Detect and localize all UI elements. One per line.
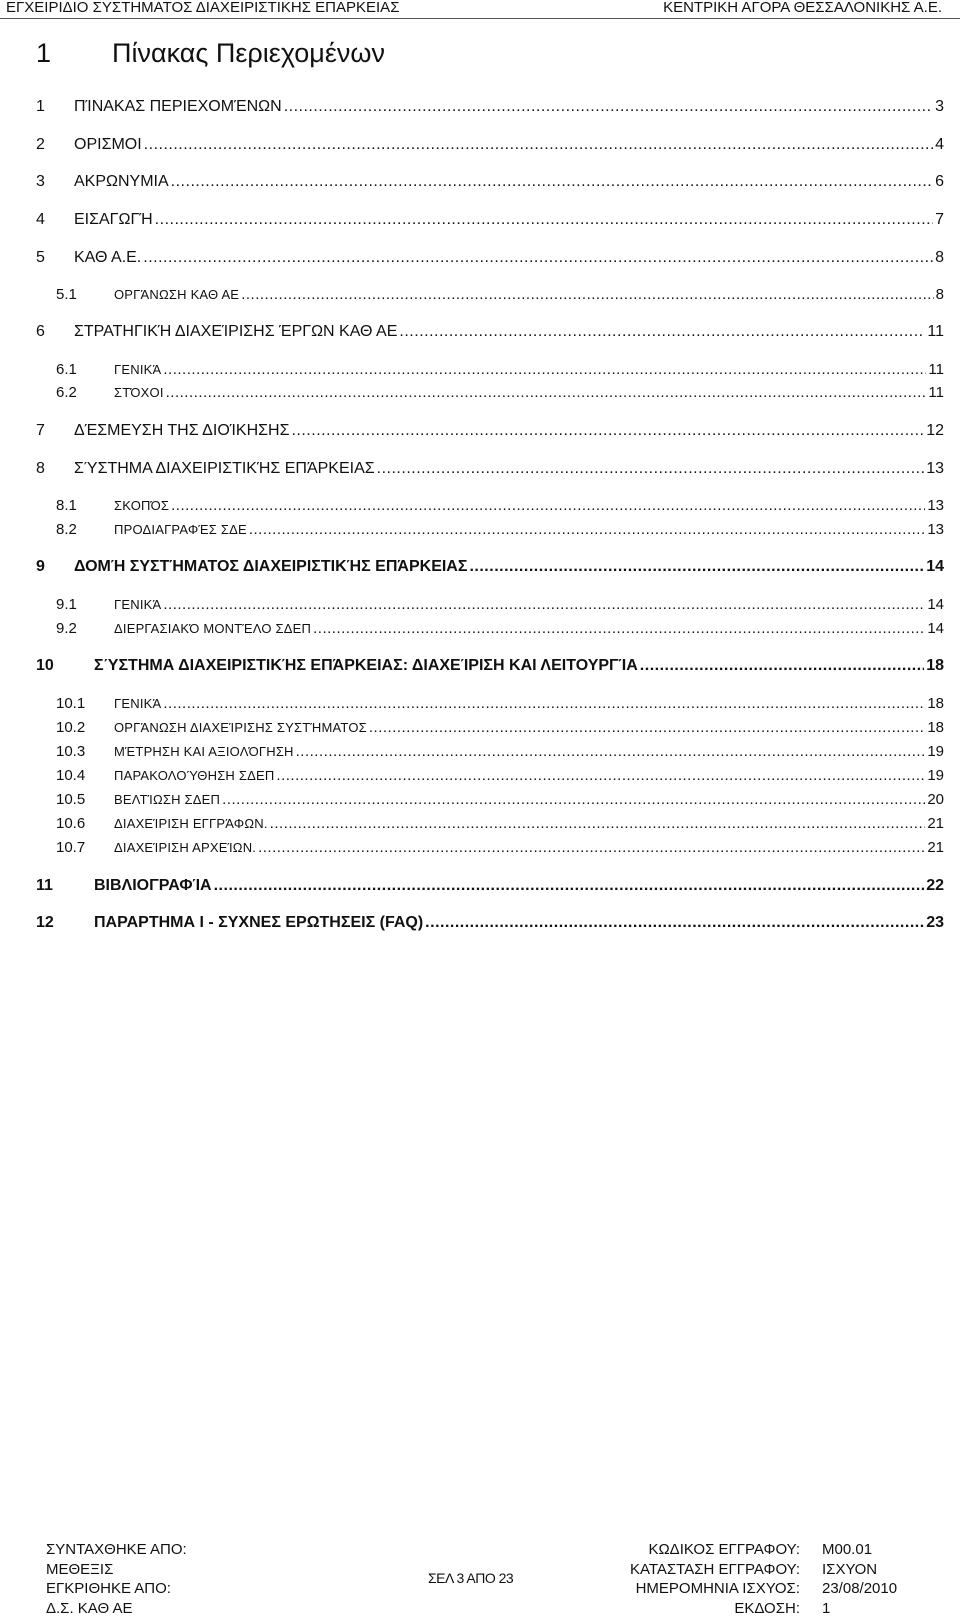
document-footer (0, 1540, 960, 1623)
toc-page-number: 14 (927, 596, 944, 613)
toc-leader (291, 422, 924, 440)
toc-page-number: 8 (935, 286, 944, 303)
toc-subentry[interactable]: 10.2 ΟΡΓΆΝΩΣΗ ΔΙΑΧΕΊΡΙΣΗΣ ΣΥΣΤΉΜΑΤΟΣ ..... 18 (56, 719, 944, 736)
toc-subentry[interactable]: 10.1 ΓΕΝΙΚΆ ..... 18 (56, 695, 944, 712)
toc-entry[interactable]: 2 ΟΡΙΣΜΟΙ ..... 4 (36, 136, 944, 154)
toc-entry-title: ΠΡΟΔΙΑΓΡΑΦΈΣ ΣΔΕ (114, 522, 247, 537)
header-organization: ΚΕΝΤΡΙΚΗ ΑΓΟΡΑ ΘΕΣΣΑΛΟΝΙΚΗΣ Α.Ε. (663, 0, 942, 16)
toc-entry-title: ΔΙΑΧΕΊΡΙΣΗ ΕΓΓΡΆΦΩΝ. (114, 816, 268, 831)
page-counter: ΣΕΛ 3 ΑΠΟ 23 (428, 1570, 514, 1586)
toc-page-number: 19 (927, 767, 944, 784)
toc-page-number: 19 (927, 743, 944, 760)
toc-leader (155, 211, 933, 229)
toc-entry-title: ΜΈΤΡΗΣΗ ΚΑΙ ΑΞΙΟΛΌΓΗΣΗ (114, 744, 294, 759)
approved-by-label: ΕΓΚΡΙΘΗΚΕ ΑΠΟ: (46, 1580, 171, 1597)
toc-entry-title: ΚΑΘ Α.Ε. (74, 249, 142, 266)
toc-entry-title: ΔΙΕΡΓΑΣΙΑΚΌ ΜΟΝΤΈΛΟ ΣΔΕΠ (114, 621, 312, 636)
toc-heading-title: Πίνακας Περιεχομένων (112, 38, 385, 68)
footer-meta-values (822, 1540, 897, 1618)
toc-leader (425, 914, 924, 932)
toc-entry-title: ΠΑΡΑΚΟΛΟΎΘΗΣΗ ΣΔΕΠ (114, 768, 275, 783)
toc-entry-title: ΣΤΡΑΤΗΓΙΚΉ ΔΙΑΧΕΊΡΙΣΗΣ ΈΡΓΩΝ ΚΑΘ ΑΕ (74, 323, 398, 340)
effective-date-value: 23/08/2010 (822, 1580, 898, 1597)
toc-entry-title: ΟΡΓΆΝΩΣΗ ΚΑΘ ΑΕ (114, 287, 240, 302)
toc-subentry[interactable]: 8.1 ΣΚΟΠΌΣ ..... 13 (56, 497, 944, 514)
toc-page-number: 13 (927, 497, 944, 514)
toc-leader (313, 620, 925, 637)
toc-leader (249, 521, 925, 538)
toc-entry-title: ΣΚΟΠΌΣ (114, 498, 170, 513)
edition-label: ΕΚΔΟΣΗ: (734, 1599, 800, 1617)
doc-code-value: Μ00.01 (822, 1541, 873, 1558)
toc-page-number: 18 (926, 657, 944, 674)
toc-entry-title: ΠΑΡΑΡΤΗΜΑ Ι - ΣΥΧΝΕΣ ΕΡΩΤΗΣΕΙΣ (FAQ) (94, 914, 424, 931)
toc-entry-title: ΣΤΌΧΟΙ (114, 385, 164, 400)
toc-subentry[interactable]: 9.2 ΔΙΕΡΓΑΣΙΑΚΌ ΜΟΝΤΈΛΟ ΣΔΕΠ ..... 14 (56, 620, 944, 637)
toc-leader (469, 558, 924, 576)
toc-entry-title: ΣΎΣΤΗΜΑ ΔΙΑΧΕΙΡΙΣΤΙΚΉΣ ΕΠΆΡΚΕΙΑΣ (74, 460, 375, 477)
toc-page-number: 7 (935, 211, 944, 228)
toc-entry[interactable]: 6 ΣΤΡΑΤΗΓΙΚΉ ΔΙΑΧΕΊΡΙΣΗΣ ΈΡΓΩΝ ΚΑΘ ΑΕ ..... 11 (36, 323, 944, 341)
toc-leader (214, 877, 925, 895)
toc-entry[interactable]: 7 ΔΈΣΜΕΥΣΗ ΤΗΣ ΔΙΟΊΚΗΣΗΣ ..... 12 (36, 422, 944, 440)
footer-meta-labels (596, 1540, 800, 1618)
toc-entry-title: ΣΎΣΤΗΜΑ ΔΙΑΧΕΙΡΙΣΤΙΚΉΣ ΕΠΆΡΚΕΙΑΣ: ΔΙΑΧΕΊΡΙΣΗ ΚΑΙ ΛΕΙΤΟΥΡΓΊΑ (94, 657, 638, 674)
toc-leader (276, 767, 925, 784)
toc-heading-number: 1 (36, 38, 52, 68)
toc-subentry[interactable]: 8.2 ΠΡΟΔΙΑΓΡΑΦΈΣ ΣΔΕ ..... 13 (56, 521, 944, 538)
toc-page-number: 22 (926, 877, 944, 894)
toc-leader (296, 743, 926, 760)
toc-leader (163, 596, 925, 613)
toc-leader (144, 136, 933, 154)
effective-date-label: ΗΜΕΡΟΜΗΝΙΑ ΙΣΧΥΟΣ: (635, 1580, 800, 1597)
toc-page-number: 21 (927, 815, 944, 832)
toc-entry[interactable]: 8 ΣΎΣΤΗΜΑ ΔΙΑΧΕΙΡΙΣΤΙΚΉΣ ΕΠΆΡΚΕΙΑΣ ..... 13 (36, 460, 944, 478)
toc-entry-title: ΒΕΛΤΊΩΣΗ ΣΔΕΠ (114, 792, 221, 807)
toc-entry[interactable]: 12 ΠΑΡΑΡΤΗΜΑ Ι - ΣΥΧΝΕΣ ΕΡΩΤΗΣΕΙΣ (FAQ) ..... 23 (36, 914, 944, 932)
toc-page-number: 13 (927, 521, 944, 538)
composed-by-label: ΣΥΝΤΑΧΘΗΚΕ ΑΠΟ: (46, 1541, 187, 1558)
toc-page-number: 18 (927, 695, 944, 712)
toc-subentry[interactable]: 6.2 ΣΤΌΧΟΙ ..... 11 (56, 384, 944, 401)
running-header (0, 0, 960, 19)
toc-entry-title: ΕΙΣΑΓΩΓΉ (74, 211, 153, 228)
toc-page-number: 3 (935, 98, 944, 115)
toc-leader (143, 249, 933, 267)
toc-page-number: 23 (926, 914, 944, 931)
toc-page-number: 6 (935, 173, 944, 190)
toc-leader (258, 839, 925, 856)
toc-entry[interactable]: 9 ΔΟΜΉ ΣΥΣΤΉΜΑΤΟΣ ΔΙΑΧΕΙΡΙΣΤΙΚΉΣ ΕΠΆΡΚΕΙΑΣ ..... 14 (36, 558, 944, 576)
doc-status-label: ΚΑΤΑΣΤΑΣΗ ΕΓΓΡΑΦΟΥ: (629, 1560, 800, 1578)
toc-entry-title: ΓΕΝΙΚΆ (114, 597, 162, 612)
toc-subentry[interactable]: 10.5 ΒΕΛΤΊΩΣΗ ΣΔΕΠ ..... 20 (56, 791, 944, 808)
toc-entry-title: ΟΡΓΆΝΩΣΗ ΔΙΑΧΕΊΡΙΣΗΣ ΣΥΣΤΉΜΑΤΟΣ (114, 720, 367, 735)
toc-page-number: 14 (926, 558, 944, 575)
toc-page-number: 13 (926, 460, 944, 477)
toc-leader (369, 719, 925, 736)
toc-entry-title: ΔΟΜΉ ΣΥΣΤΉΜΑΤΟΣ ΔΙΑΧΕΙΡΙΣΤΙΚΉΣ ΕΠΆΡΚΕΙΑΣ (74, 558, 468, 575)
toc-entry[interactable]: 4 ΕΙΣΑΓΩΓΉ ..... 7 (36, 211, 944, 229)
toc-page-number: 11 (927, 323, 944, 340)
toc-entry[interactable]: 10 ΣΎΣΤΗΜΑ ΔΙΑΧΕΙΡΙΣΤΙΚΉΣ ΕΠΆΡΚΕΙΑΣ: ΔΙΑΧΕΊΡΙΣΗ ΚΑΙ ΛΕΙΤΟΥΡΓΊΑ ..... 18 (36, 657, 944, 675)
toc-leader (270, 815, 926, 832)
toc-leader (377, 460, 925, 478)
toc-leader (399, 323, 925, 341)
toc-entry-title: ΑΚΡΩΝΥΜΙΑ (74, 173, 169, 190)
toc-page-number: 20 (927, 791, 944, 808)
doc-status-value: ΙΣΧΥΟΝ (822, 1560, 878, 1578)
toc-entry-title: ΓΕΝΙΚΆ (114, 696, 162, 711)
toc-entry-title: ΒΙΒΛΙΟΓΡΑΦΊΑ (94, 877, 212, 894)
edition-value: 1 (822, 1599, 831, 1617)
toc-page-number: 11 (928, 384, 944, 401)
toc-leader (163, 695, 925, 712)
toc-page-number: 8 (935, 249, 944, 266)
toc-entry[interactable]: 1 ΠΊΝΑΚΑΣ ΠΕΡΙΕΧΟΜΈΝΩΝ ..... 3 (36, 98, 944, 116)
toc-leader (241, 286, 933, 303)
toc-subentry[interactable]: 10.7 ΔΙΑΧΕΊΡΙΣΗ ΑΡΧΕΊΩΝ. ..... 21 (56, 839, 944, 856)
toc-subentry[interactable]: 9.1 ΓΕΝΙΚΆ ..... 14 (56, 596, 944, 613)
toc-leader (171, 173, 933, 191)
toc-entry[interactable]: 11 ΒΙΒΛΙΟΓΡΑΦΊΑ ..... 22 (36, 877, 944, 895)
toc-leader (171, 497, 925, 514)
toc-heading (36, 38, 385, 69)
toc-entry-title: ΠΊΝΑΚΑΣ ΠΕΡΙΕΧΟΜΈΝΩΝ (74, 98, 282, 115)
toc-leader (222, 791, 925, 808)
toc-entry-title: ΔΈΣΜΕΥΣΗ ΤΗΣ ΔΙΟΊΚΗΣΗΣ (74, 422, 290, 439)
toc-leader (166, 384, 927, 401)
toc-leader (640, 657, 924, 675)
toc-subentry[interactable]: 5.1 ΟΡΓΆΝΩΣΗ ΚΑΘ ΑΕ ..... 8 (56, 286, 944, 303)
toc-subentry[interactable]: 10.6 ΔΙΑΧΕΊΡΙΣΗ ΕΓΓΡΆΦΩΝ. ..... 21 (56, 815, 944, 832)
toc-subentry[interactable]: 10.3 ΜΈΤΡΗΣΗ ΚΑΙ ΑΞΙΟΛΌΓΗΣΗ ..... 19 (56, 743, 944, 760)
toc-leader (163, 361, 926, 378)
toc-entry-title: ΔΙΑΧΕΊΡΙΣΗ ΑΡΧΕΊΩΝ. (114, 840, 257, 855)
doc-code-label: ΚΩΔΙΚΟΣ ΕΓΓΡΑΦΟΥ: (648, 1541, 800, 1558)
toc-entry[interactable]: 5 ΚΑΘ Α.Ε. ..... 8 (36, 249, 944, 267)
toc-subentry[interactable]: 10.4 ΠΑΡΑΚΟΛΟΎΘΗΣΗ ΣΔΕΠ ..... 19 (56, 767, 944, 784)
toc-page-number: 4 (935, 136, 944, 153)
approved-by-value: Δ.Σ. ΚΑΘ ΑΕ (46, 1599, 133, 1617)
toc-page-number: 11 (928, 361, 944, 378)
composed-by-value: ΜΕΘΕΞΙΣ (46, 1560, 114, 1578)
toc-subentry[interactable]: 6.1 ΓΕΝΙΚΆ ..... 11 (56, 361, 944, 378)
toc-leader (284, 98, 933, 116)
toc-entry[interactable]: 3 ΑΚΡΩΝΥΜΙΑ ..... 6 (36, 173, 944, 191)
toc-entry-title: ΟΡΙΣΜΟΙ (74, 136, 142, 153)
toc-page-number: 18 (927, 719, 944, 736)
toc-page-number: 14 (927, 620, 944, 637)
header-document-title: ΕΓΧΕΙΡΙΔΙΟ ΣΥΣΤΗΜΑΤΟΣ ΔΙΑΧΕΙΡΙΣΤΙΚΗΣ ΕΠΑΡΚΕΙΑΣ (6, 0, 400, 16)
toc-page-number: 21 (927, 839, 944, 856)
footer-authors (46, 1540, 187, 1618)
toc-page-number: 12 (926, 422, 944, 439)
toc-entry-title: ΓΕΝΙΚΆ (114, 362, 162, 377)
